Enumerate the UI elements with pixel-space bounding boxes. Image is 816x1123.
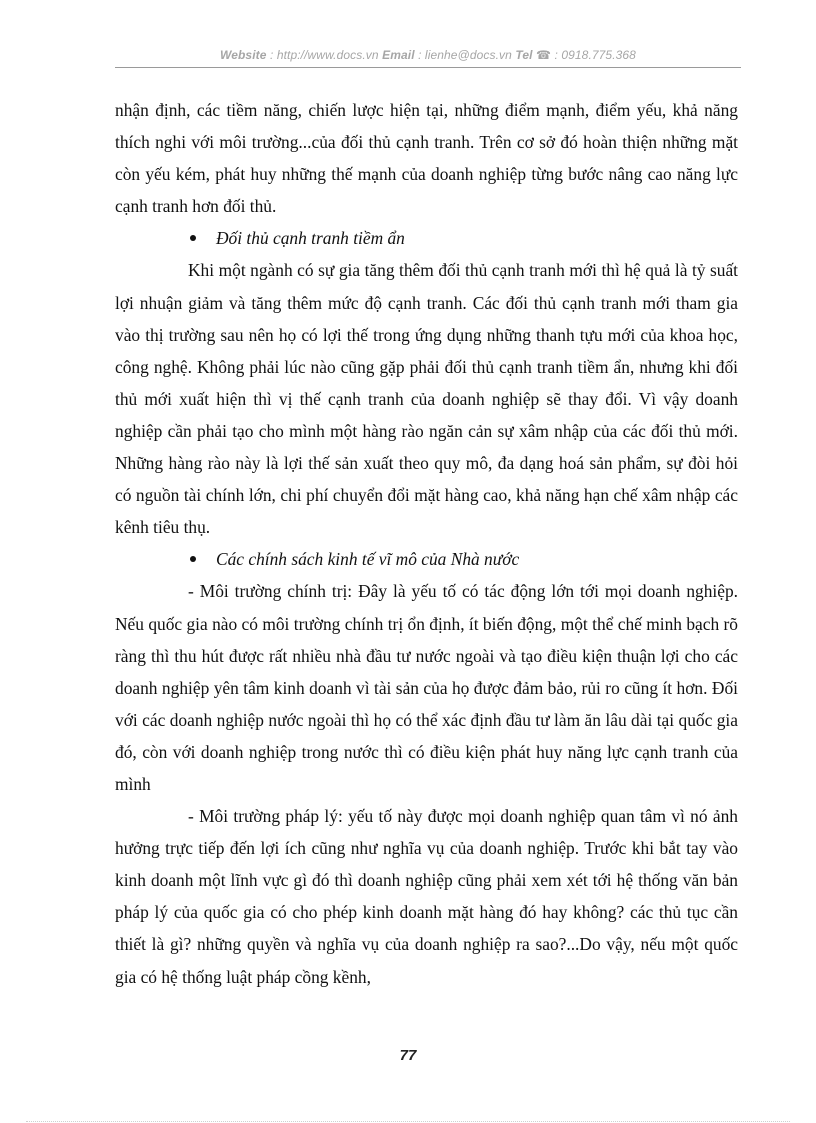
bullet-heading-1 xyxy=(115,222,738,254)
bullet-heading-2-text: Các chính sách kinh tế vĩ mô của Nhà nước xyxy=(216,549,520,570)
website-value[interactable]: : http://www.docs.vn xyxy=(269,48,379,62)
page-header xyxy=(115,48,741,62)
bullet-icon xyxy=(190,235,196,241)
document-body xyxy=(115,94,738,993)
header-divider xyxy=(115,67,741,68)
paragraph-3: - Môi trường chính trị: Đây là yếu tố có tác động lớn tới mọi doanh nghiệp. Nếu quốc gia nào có môi trường chính trị ổn định, ít biến động, một thể chế minh bạch rõ ràng thì thu hút được rất nhiều nhà đầu tư nước ngoài và tạo điều kiện thuận lợi cho các doanh nghiệp yên tâm kinh doanh vì tài sản của họ được đảm bảo, rủi ro cũng ít hơn. Đối với các doanh nghiệp nước ngoài thì họ có thể xác định đầu tư làm ăn lâu dài tại quốc gia đó, còn với doanh nghiệp trong nước thì có điều kiện phát huy năng lực cạnh tranh của mình xyxy=(115,581,738,794)
paragraph-4: - Môi trường pháp lý: yếu tố này được mọi doanh nghiệp quan tâm vì nó ảnh hưởng trực tiếp đến lợi ích cũng như nghĩa vụ của doanh nghiệp. Trước khi bắt tay vào kinh doanh một lĩnh vực gì đó thì doanh nghiệp cũng phải xem xét tới hệ thống văn bản pháp lý của quốc gia có cho phép kinh doanh mặt hàng đó hay không? các thủ tục cần thiết là gì? những quyền và nghĩa vụ của doanh nghiệp ra sao?...Do vậy, nếu một quốc gia có hệ thống luật pháp cồng kềnh, xyxy=(115,806,738,987)
bullet-heading-2 xyxy=(115,543,738,575)
page-number: 77 xyxy=(399,1047,417,1064)
bullet-heading-1-text: Đối thủ cạnh tranh tiềm ẩn xyxy=(216,228,405,249)
paragraph-2: Khi một ngành có sự gia tăng thêm đối thủ cạnh tranh mới thì hệ quả là tỷ suất lợi nhuận giảm và tăng thêm mức độ cạnh tranh. Các đối thủ cạnh tranh mới tham gia vào thị trường sau nên họ có lợi thế trong ứng dụng những thanh tựu mới của khoa học, công nghệ. Không phải lúc nào cũng gặp phải đối thủ cạnh tranh tiềm ẩn, nhưng khi đối thủ mới xuất hiện thì vị thế cạnh tranh của doanh nghiệp sẽ thay đổi. Vì vậy doanh nghiệp cần phải tạo cho mình một hàng rào ngăn cản sự xâm nhập của các đối thủ mới. Những hàng rào này là lợi thế sản xuất theo quy mô, đa dạng hoá sản phẩm, sự đòi hỏi có nguồn tài chính lớn, chi phí chuyển đổi mặt hàng cao, khả năng hạn chế xâm nhập các kênh tiêu thụ. xyxy=(115,260,738,538)
paragraph-1: nhận định, các tiềm năng, chiến lược hiện tại, những điểm mạnh, điểm yếu, khả năng thích nghi với môi trường...của đối thủ cạnh tranh. Trên cơ sở đó hoàn thiện những mặt còn yếu kém, phát huy những thế mạnh của doanh nghiệp từng bước nâng cao năng lực cạnh tranh hơn đối thủ. xyxy=(115,100,738,217)
footer-divider xyxy=(26,1121,790,1122)
email-value[interactable]: : lienhe@docs.vn xyxy=(418,48,512,62)
website-label: Website xyxy=(220,48,267,62)
phone-icon: ☎ xyxy=(535,48,552,62)
bullet-icon xyxy=(190,556,196,562)
tel-label: Tel xyxy=(515,48,533,62)
tel-value: : 0918.775.368 xyxy=(554,48,636,62)
email-label: Email xyxy=(382,48,415,62)
